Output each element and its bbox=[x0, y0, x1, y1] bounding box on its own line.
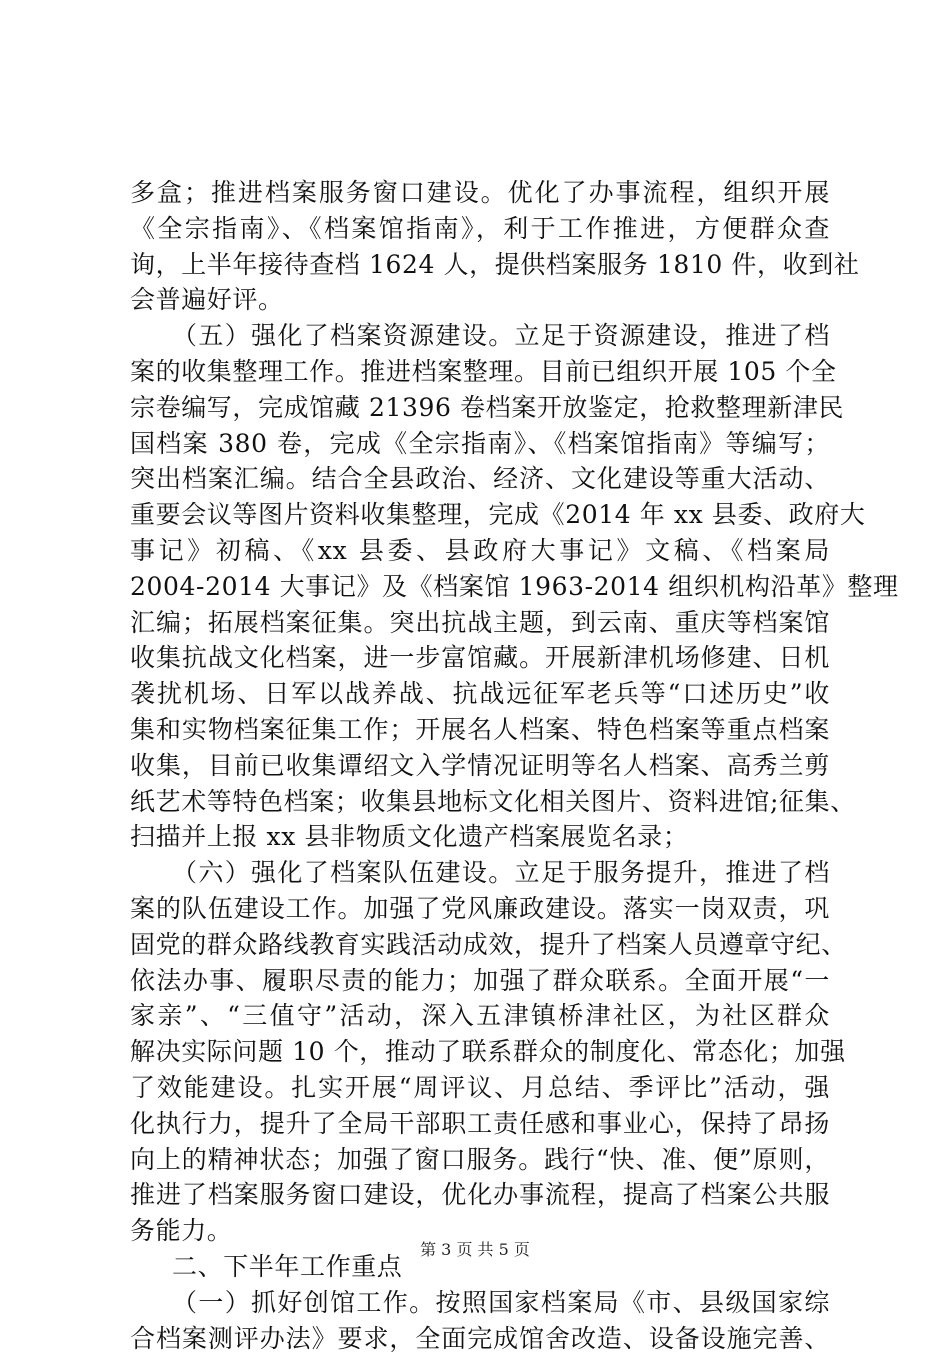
text-line: 向上的精神状态；加强了窗口服务。践行“快、准、便”原则， bbox=[130, 1142, 830, 1178]
text-line: 了效能建设。扎实开展“周评议、月总结、季评比”活动，强 bbox=[130, 1070, 830, 1106]
text-line: 家亲”、“三值守”活动，深入五津镇桥津社区，为社区群众 bbox=[130, 998, 830, 1034]
text-line: 多盒；推进档案服务窗口建设。优化了办事流程，组织开展 bbox=[130, 175, 830, 211]
text-line: 突出档案汇编。结合全县政治、经济、文化建设等重大活动、 bbox=[130, 461, 830, 497]
text-line: 化执行力，提升了全局干部职工责任感和事业心，保持了昂扬 bbox=[130, 1106, 830, 1142]
text-line: 推进了档案服务窗口建设，优化办事流程，提高了档案公共服 bbox=[130, 1177, 830, 1213]
text-line: 会普遍好评。 bbox=[130, 282, 830, 318]
paragraph-start-line: （六）强化了档案队伍建设。立足于服务提升，推进了档 bbox=[130, 855, 830, 891]
paragraph-start-line: （一）抓好创馆工作。按照国家档案局《市、县级国家综 bbox=[130, 1285, 830, 1321]
text-line: 固党的群众路线教育实践活动成效，提升了档案人员遵章守纪、 bbox=[130, 927, 830, 963]
text-line: 解决实际问题 10 个，推动了联系群众的制度化、常态化；加强 bbox=[130, 1034, 830, 1070]
text-line: 宗卷编写，完成馆藏 21396 卷档案开放鉴定，抢救整理新津民 bbox=[130, 390, 830, 426]
text-line: 《全宗指南》、《档案馆指南》，利于工作推进，方便群众查 bbox=[130, 211, 830, 247]
document-body bbox=[130, 175, 830, 1356]
text-line: 收集抗战文化档案，进一步富馆藏。开展新津机场修建、日机 bbox=[130, 640, 830, 676]
text-line: 2004-2014 大事记》及《档案馆 1963-2014 组织机构沿革》整理 bbox=[130, 569, 830, 605]
text-line: 事记》初稿、《xx 县委、县政府大事记》文稿、《档案局 bbox=[130, 533, 830, 569]
page-footer: 第 3 页 共 5 页 bbox=[0, 1240, 950, 1260]
text-line: 汇编；拓展档案征集。突出抗战主题，到云南、重庆等档案馆 bbox=[130, 605, 830, 641]
text-line: 依法办事、履职尽责的能力；加强了群众联系。全面开展“一 bbox=[130, 963, 830, 999]
text-line: 扫描并上报 xx 县非物质文化遗产档案展览名录； bbox=[130, 819, 830, 855]
text-line: 重要会议等图片资料收集整理，完成《2014 年 xx 县委、政府大 bbox=[130, 497, 830, 533]
text-line: 集和实物档案征集工作；开展名人档案、特色档案等重点档案 bbox=[130, 712, 830, 748]
text-line: 询，上半年接待查档 1624 人，提供档案服务 1810 件，收到社 bbox=[130, 247, 830, 283]
text-line: 案的队伍建设工作。加强了党风廉政建设。落实一岗双责，巩 bbox=[130, 891, 830, 927]
section-heading: 二、下半年工作重点 bbox=[130, 1249, 830, 1285]
text-line: 袭扰机场、日军以战养战、抗战远征军老兵等“口述历史”收 bbox=[130, 676, 830, 712]
text-line: 收集，目前已收集谭绍文入学情况证明等名人档案、高秀兰剪 bbox=[130, 748, 830, 784]
paragraph-start-line: （五）强化了档案资源建设。立足于资源建设，推进了档 bbox=[130, 318, 830, 354]
text-line: 国档案 380 卷，完成《全宗指南》、《档案馆指南》等编写； bbox=[130, 426, 830, 462]
text-line: 纸艺术等特色档案；收集县地标文化相关图片、资料进馆;征集、 bbox=[130, 784, 830, 820]
text-line: 案的收集整理工作。推进档案整理。目前已组织开展 105 个全 bbox=[130, 354, 830, 390]
text-line: 合档案测评办法》要求，全面完成馆舍改造、设备设施完善、 bbox=[130, 1321, 830, 1356]
text-line: 务能力。 bbox=[130, 1213, 830, 1249]
